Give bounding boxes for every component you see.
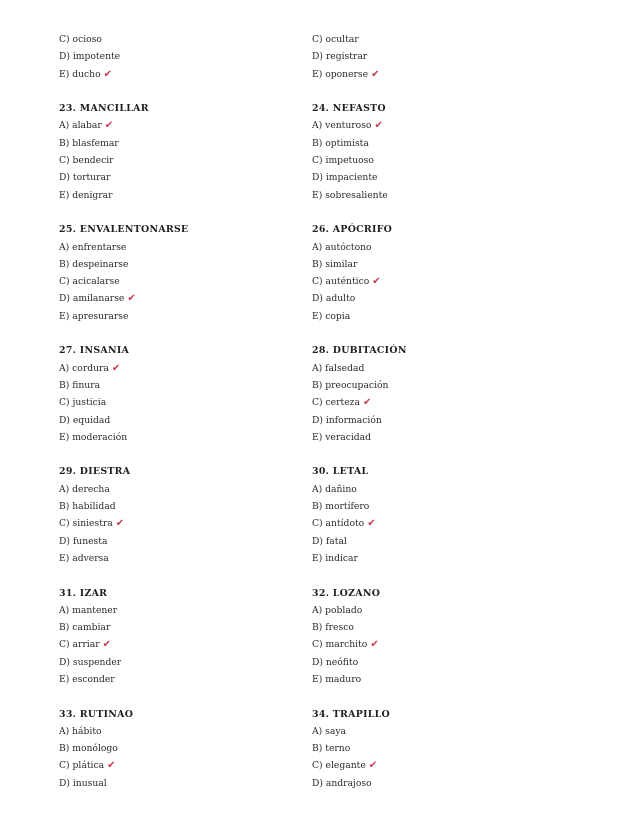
- option-line-text: E) veracidad: [312, 431, 372, 443]
- checkmark-icon: ✔: [103, 68, 112, 80]
- question-gap: [312, 325, 562, 342]
- option-line: [312, 256, 562, 273]
- question-title-text: 29. DIESTRA: [59, 466, 131, 478]
- question-block: [312, 221, 562, 324]
- option-line-text: C) arriar: [59, 639, 100, 651]
- option-line: [312, 31, 562, 48]
- option-line: [59, 152, 309, 169]
- option-line-text: E) oponerse: [312, 68, 369, 80]
- right-column: [312, 0, 562, 792]
- option-line-text: B) optimista: [312, 137, 369, 149]
- option-line-text: A) saya: [312, 725, 347, 737]
- option-line: [312, 602, 562, 619]
- top-spacer: [59, 0, 309, 31]
- option-line-text: D) registrar: [312, 51, 368, 63]
- option-line: [59, 723, 309, 740]
- checkmark-icon: ✔: [127, 293, 136, 305]
- option-line-text: C) elegante: [312, 760, 366, 772]
- option-line: [312, 636, 562, 653]
- question-title-text: 26. APÓCRIFO: [312, 224, 393, 236]
- question-title: [312, 342, 562, 359]
- option-line: [312, 273, 562, 290]
- option-line: [59, 256, 309, 273]
- checkmark-icon: ✔: [374, 120, 383, 132]
- option-line-text: B) cambiar: [59, 622, 111, 634]
- option-line-text: C) plática: [59, 760, 105, 772]
- question-gap: [312, 83, 562, 100]
- option-line: [59, 290, 309, 307]
- option-line-text: B) despeinarse: [59, 258, 129, 270]
- option-line-text: D) impotente: [59, 51, 121, 63]
- option-line: [59, 394, 309, 411]
- option-line-text: C) ocioso: [59, 34, 102, 45]
- question-title: [59, 463, 309, 480]
- question-block: [312, 585, 562, 688]
- option-line-text: D) adulto: [312, 293, 356, 305]
- option-line-text: D) andrajoso: [312, 777, 372, 789]
- option-line-text: E) sobresaliente: [312, 189, 388, 201]
- option-line: [312, 429, 562, 446]
- continued-options: [59, 31, 309, 83]
- question-title-text: 28. DUBITACIÓN: [312, 345, 407, 357]
- option-line-text: C) siniestra: [59, 518, 113, 530]
- question-block: [59, 463, 309, 566]
- option-line: [312, 187, 562, 204]
- option-line: [59, 187, 309, 204]
- option-line: [312, 723, 562, 740]
- option-line-text: B) monólogo: [59, 743, 118, 755]
- option-line: [312, 481, 562, 498]
- option-line: [312, 533, 562, 550]
- option-line: [312, 308, 562, 325]
- option-line: [59, 239, 309, 256]
- question-gap: [59, 83, 309, 100]
- option-line-text: C) acicalarse: [59, 276, 120, 288]
- question-title: [59, 100, 309, 117]
- option-line: [59, 169, 309, 186]
- checkmark-icon: ✔: [367, 518, 376, 530]
- option-line: [59, 533, 309, 550]
- question-gap: [59, 567, 309, 584]
- option-line-text: A) autóctono: [312, 241, 372, 253]
- option-line: [59, 515, 309, 532]
- option-line: [312, 290, 562, 307]
- option-line-text: C) certeza: [312, 397, 360, 409]
- question-title: [312, 100, 562, 117]
- option-line-text: B) habilidad: [59, 501, 116, 513]
- option-line: [59, 117, 309, 134]
- option-line-text: B) preocupación: [312, 379, 389, 391]
- option-line-text: D) inusual: [59, 777, 107, 789]
- option-line-text: E) ducho: [59, 68, 101, 80]
- option-line: [59, 412, 309, 429]
- option-line: [59, 360, 309, 377]
- option-line: [59, 135, 309, 152]
- option-line: [312, 775, 562, 792]
- option-line: [59, 757, 309, 774]
- checkmark-icon: ✔: [115, 518, 125, 530]
- option-line-text: D) torturar: [59, 172, 111, 184]
- option-line: [59, 48, 309, 65]
- option-line: [59, 498, 309, 515]
- question-title-text: 31. IZAR: [59, 587, 108, 599]
- question-title: [59, 221, 309, 238]
- option-line: [59, 273, 309, 290]
- option-line: [312, 498, 562, 515]
- question-gap: [59, 325, 309, 342]
- question-title: [312, 585, 562, 602]
- option-line-text: E) adversa: [59, 552, 109, 564]
- option-line: [59, 654, 309, 671]
- top-spacer: [312, 0, 562, 31]
- question-block: [59, 342, 309, 445]
- option-line-text: A) derecha: [59, 483, 110, 495]
- checkmark-icon: ✔: [370, 639, 379, 651]
- question-block: [59, 706, 309, 792]
- question-title-text: 34. TRAPILLO: [312, 708, 391, 720]
- question-block: [312, 100, 562, 203]
- checkmark-icon: ✔: [107, 760, 116, 772]
- option-line: [59, 31, 309, 48]
- option-line-text: E) moderación: [59, 431, 128, 443]
- option-line: [312, 740, 562, 757]
- option-line: [312, 619, 562, 636]
- question-gap: [59, 204, 309, 221]
- checkmark-icon: ✔: [368, 760, 378, 772]
- option-line-text: D) amilanarse: [59, 293, 125, 305]
- option-line-text: D) funesta: [59, 535, 108, 547]
- option-line-text: C) auténtico: [312, 276, 370, 288]
- option-line-text: A) enfrentarse: [59, 241, 127, 253]
- option-line: [312, 66, 562, 83]
- option-line: [59, 636, 309, 653]
- option-line: [59, 619, 309, 636]
- question-block: [59, 221, 309, 324]
- option-line: [59, 481, 309, 498]
- question-title-text: 23. MANCILLAR: [59, 103, 149, 115]
- option-line: [312, 377, 562, 394]
- question-title: [59, 585, 309, 602]
- option-line-text: E) apresurarse: [59, 310, 129, 322]
- option-line-text: D) neófito: [312, 656, 359, 668]
- option-line-text: B) terno: [312, 743, 351, 755]
- option-line-text: C) ocultar: [312, 34, 359, 45]
- option-line: [312, 394, 562, 411]
- option-line-text: C) bendecir: [59, 155, 114, 167]
- question-title-text: 33. RUTINAO: [59, 708, 134, 720]
- option-line-text: A) dañino: [312, 483, 357, 495]
- checkmark-icon: ✔: [111, 362, 121, 374]
- option-line: [312, 412, 562, 429]
- option-line-text: A) mantener: [59, 604, 118, 616]
- option-line: [312, 654, 562, 671]
- option-line-text: D) suspender: [59, 656, 122, 668]
- question-block: [312, 706, 562, 792]
- option-line-text: D) equidad: [59, 414, 111, 426]
- question-title: [312, 463, 562, 480]
- option-line-text: C) impetuoso: [312, 155, 374, 167]
- option-line-text: B) mortífero: [312, 501, 370, 513]
- option-line-text: B) finura: [59, 379, 101, 391]
- question-block: [312, 342, 562, 445]
- option-line-text: A) poblado: [312, 604, 363, 616]
- checkmark-icon: ✔: [372, 276, 381, 288]
- question-title-text: 30. LETAL: [312, 466, 369, 478]
- option-line-text: B) similar: [312, 258, 358, 270]
- option-line: [59, 429, 309, 446]
- option-line-text: B) fresco: [312, 622, 354, 634]
- question-gap: [312, 204, 562, 221]
- option-line: [59, 775, 309, 792]
- option-line: [312, 239, 562, 256]
- question-block: [59, 100, 309, 203]
- option-line-text: C) justicia: [59, 397, 107, 409]
- option-line: [312, 757, 562, 774]
- question-title: [312, 221, 562, 238]
- checkmark-icon: ✔: [104, 120, 114, 132]
- question-gap: [59, 446, 309, 463]
- option-line: [59, 671, 309, 688]
- question-title-text: 32. LOZANO: [312, 587, 381, 599]
- option-line-text: B) blasfemar: [59, 137, 119, 149]
- question-title: [59, 342, 309, 359]
- option-line-text: A) venturoso: [312, 120, 372, 132]
- question-gap: [312, 567, 562, 584]
- option-line-text: E) esconder: [59, 673, 115, 685]
- option-line-text: A) falsedad: [312, 362, 365, 374]
- left-column: [59, 0, 309, 792]
- option-line: [312, 550, 562, 567]
- option-line-text: D) información: [312, 414, 382, 426]
- option-line: [59, 377, 309, 394]
- question-title-text: 24. NEFASTO: [312, 103, 386, 115]
- option-line: [312, 152, 562, 169]
- option-line-text: E) maduro: [312, 673, 362, 685]
- option-line: [312, 515, 562, 532]
- option-line: [312, 135, 562, 152]
- option-line-text: C) marchito: [312, 639, 368, 651]
- question-gap: [312, 688, 562, 705]
- option-line-text: E) denigrar: [59, 189, 113, 201]
- option-line-text: D) impaciente: [312, 172, 378, 184]
- option-line-text: E) indicar: [312, 552, 358, 564]
- question-gap: [59, 688, 309, 705]
- question-title-text: 25. ENVALENTONARSE: [59, 224, 189, 236]
- checkmark-icon: ✔: [371, 68, 380, 80]
- option-line-text: A) cordura: [59, 362, 109, 374]
- option-line: [59, 66, 309, 83]
- option-line: [312, 671, 562, 688]
- option-line: [59, 740, 309, 757]
- option-line: [312, 360, 562, 377]
- continued-options: [312, 31, 562, 83]
- option-line: [59, 602, 309, 619]
- question-title: [59, 706, 309, 723]
- question-gap: [312, 446, 562, 463]
- question-title-text: 27. INSANIA: [59, 345, 130, 357]
- option-line: [312, 48, 562, 65]
- option-line-text: D) fatal: [312, 535, 347, 547]
- checkmark-icon: ✔: [102, 639, 111, 651]
- option-line: [312, 117, 562, 134]
- option-line-text: E) copia: [312, 310, 351, 322]
- question-title: [312, 706, 562, 723]
- question-block: [312, 463, 562, 566]
- option-line-text: A) alabar: [59, 120, 102, 132]
- option-line: [59, 308, 309, 325]
- question-block: [59, 585, 309, 688]
- option-line: [59, 550, 309, 567]
- option-line: [312, 169, 562, 186]
- option-line-text: A) hábito: [59, 725, 102, 737]
- option-line-text: C) antídoto: [312, 518, 365, 530]
- checkmark-icon: ✔: [362, 397, 372, 409]
